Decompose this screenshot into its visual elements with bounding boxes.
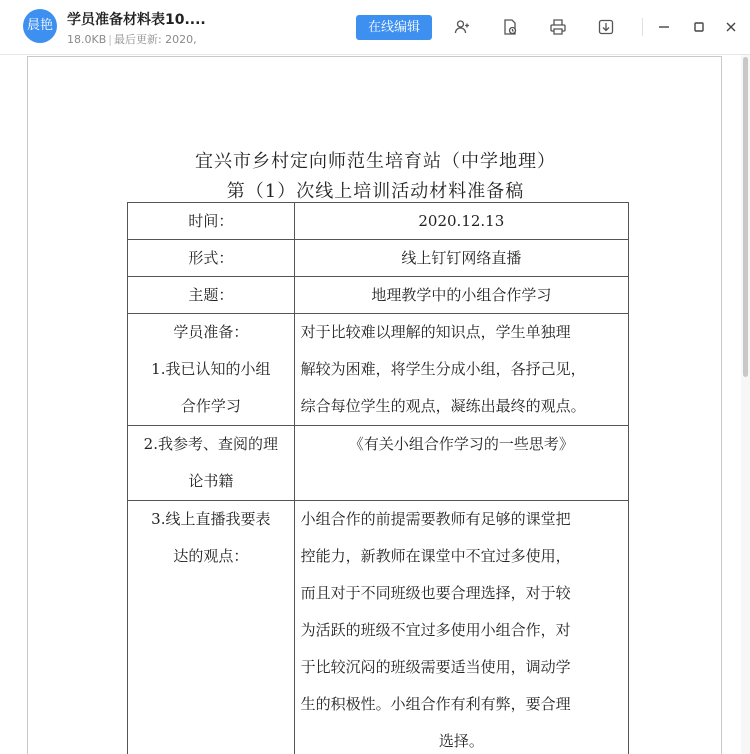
add-collaborator-icon[interactable] [451,16,473,38]
print-icon[interactable] [547,16,569,38]
value-line: 线上钉钉网络直播 [401,249,522,267]
table-row-topic [128,277,629,314]
table-value-cell [294,240,628,277]
value-line: 《有关小组合作学习的一些思考》 [348,435,574,453]
table-row-time [128,203,629,240]
document-page [27,56,722,754]
table-row-viewpoints [128,501,629,754]
file-history-icon[interactable] [499,16,521,38]
value-line: 对于比较难以理解的知识点，学生单独理 [300,323,571,341]
table-label-cell [128,203,295,240]
table-value-cell [294,203,628,240]
label-line: 形式： [188,249,234,267]
file-size: 18.0KB [67,33,107,46]
value-line: 而且对于不同班级也要合理选择，对于较 [300,584,571,602]
table-row-known-learning [128,314,629,426]
table-label-cell [128,426,295,501]
file-title: 学员准备材料表10.... [67,12,206,28]
avatar[interactable]: 晨艳 [23,9,57,43]
label-line: 3.线上直播我要表 [151,510,271,528]
document-title: 宜兴市乡村定向师范生培育站（中学地理） [195,151,556,172]
label-line: 达的观点： [173,547,249,565]
table-label-cell [128,240,295,277]
label-line: 合作学习 [180,397,241,415]
preparation-table [127,202,629,754]
vertical-scrollbar[interactable] [741,55,750,754]
value-line: 控能力，新教师在课堂中不宜过多使用， [300,547,571,565]
value-line: 生的积极性。小组合作有利有弊，要合理 [300,695,571,713]
table-row-format [128,240,629,277]
last-updated: 最后更新: 2020, [113,33,197,46]
minimize-icon[interactable] [653,16,675,38]
value-line: 为活跃的班级不宜过多使用小组合作，对 [300,621,571,639]
maximize-icon[interactable] [688,16,710,38]
edit-online-button[interactable]: 在线编辑 [356,15,432,40]
document-subtitle: 第（1）次线上培训活动材料准备稿 [226,181,525,202]
table-value-cell [294,277,628,314]
table-label-cell [128,277,295,314]
file-meta [67,31,197,47]
label-line: 论书籍 [188,472,234,490]
value-line: 于比较沉闷的班级需要适当使用，调动学 [300,658,571,676]
value-line: 解较为困难，将学生分成小组，各抒己见， [300,360,586,378]
value-line: 综合每位学生的观点，凝练出最终的观点。 [300,397,586,415]
table-value-cell [294,314,628,426]
label-line: 1.我已认知的小组 [151,360,271,378]
value-line: 选择。 [438,732,484,750]
table-row-reference-books [128,426,629,501]
label-line: 时间： [188,212,234,230]
label-line: 主题： [188,286,234,304]
download-icon[interactable] [595,16,617,38]
table-value-cell [294,501,628,754]
title-bar [0,0,750,55]
label-line: 学员准备： [173,323,249,341]
table-label-cell [128,314,295,426]
window-controls-divider [642,18,643,36]
table-label-cell [128,501,295,754]
close-icon[interactable] [720,16,742,38]
meta-separator: | [108,33,112,46]
value-line: 2020.12.13 [418,212,505,230]
document-viewer[interactable] [0,55,750,754]
table-value-cell [294,426,628,501]
value-line: 地理教学中的小组合作学习 [371,286,552,304]
label-line: 2.我参考、查阅的理 [143,435,278,453]
scrollbar-thumb[interactable] [743,57,748,377]
value-line: 小组合作的前提需要教师有足够的课堂把 [300,510,571,528]
